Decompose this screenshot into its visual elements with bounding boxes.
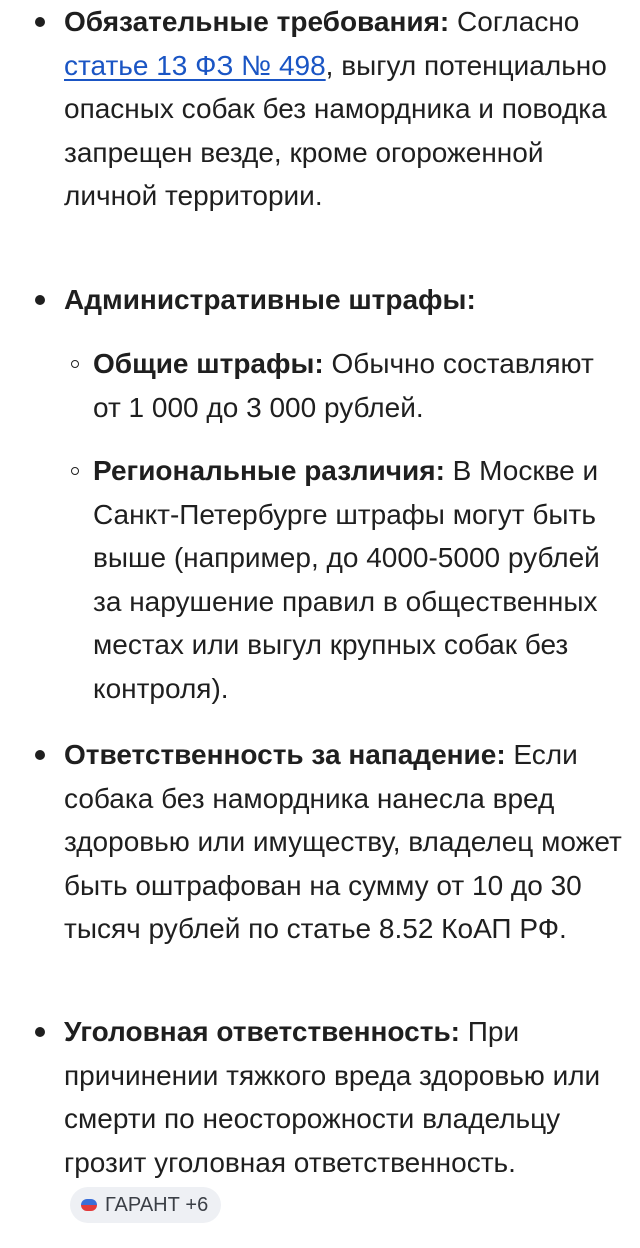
- item-title: Уголовная ответственность:: [64, 1016, 460, 1047]
- item-title: Ответственность за нападение:: [64, 739, 506, 770]
- list-item-criminal-liability: [64, 1010, 624, 1228]
- list-item-attack-liability: [64, 733, 624, 951]
- item-text: При причинении тяжкого вреда здоровью или смерти по неосторожности владельцу грозит уголовная ответственность.: [64, 1016, 601, 1178]
- item-text: Согласно: [449, 6, 580, 37]
- sub-item-general-fines: [93, 342, 623, 429]
- garant-logo-icon: [81, 1199, 97, 1211]
- bullet-icon: [35, 1027, 45, 1037]
- circle-bullet-icon: [71, 360, 79, 368]
- bullet-icon: [35, 17, 45, 27]
- item-text: Если собака без намордника нанесла вред здоровью или имуществу, владелец может быть оштрафован на сумму от 10 до 30 тысяч рублей по статье 8.52 КоАП РФ.: [64, 739, 622, 944]
- sub-item-text: В Москве и Санкт-Петербурге штрафы могут быть выше (например, до 4000-5000 рублей за нарушение правил в общественных местах или выгул крупных собак без контроля).: [93, 455, 600, 704]
- sub-item-title: Региональные различия:: [93, 455, 445, 486]
- bullet-icon: [35, 295, 45, 305]
- sub-item-title: Общие штрафы:: [93, 348, 324, 379]
- list-item-admin-fines: [64, 278, 624, 322]
- list-item-requirements: [64, 0, 624, 218]
- sub-item-text: Обычно составляют от 1 000 до 3 000 рублей.: [93, 348, 594, 423]
- bullet-icon: [35, 750, 45, 760]
- law-link[interactable]: статье 13 ФЗ № 498: [64, 49, 326, 81]
- item-text: , выгул потенциально опасных собак без намордника и поводка запрещен везде, кроме огороженной личной территории.: [64, 49, 607, 211]
- source-chip-label: ГАРАНТ +6: [105, 1193, 209, 1216]
- source-chip[interactable]: [70, 1187, 221, 1223]
- item-title: Административные штрафы:: [64, 284, 476, 315]
- sub-item-regional: [93, 449, 623, 710]
- circle-bullet-icon: [71, 467, 79, 475]
- item-title: Обязательные требования:: [64, 6, 450, 37]
